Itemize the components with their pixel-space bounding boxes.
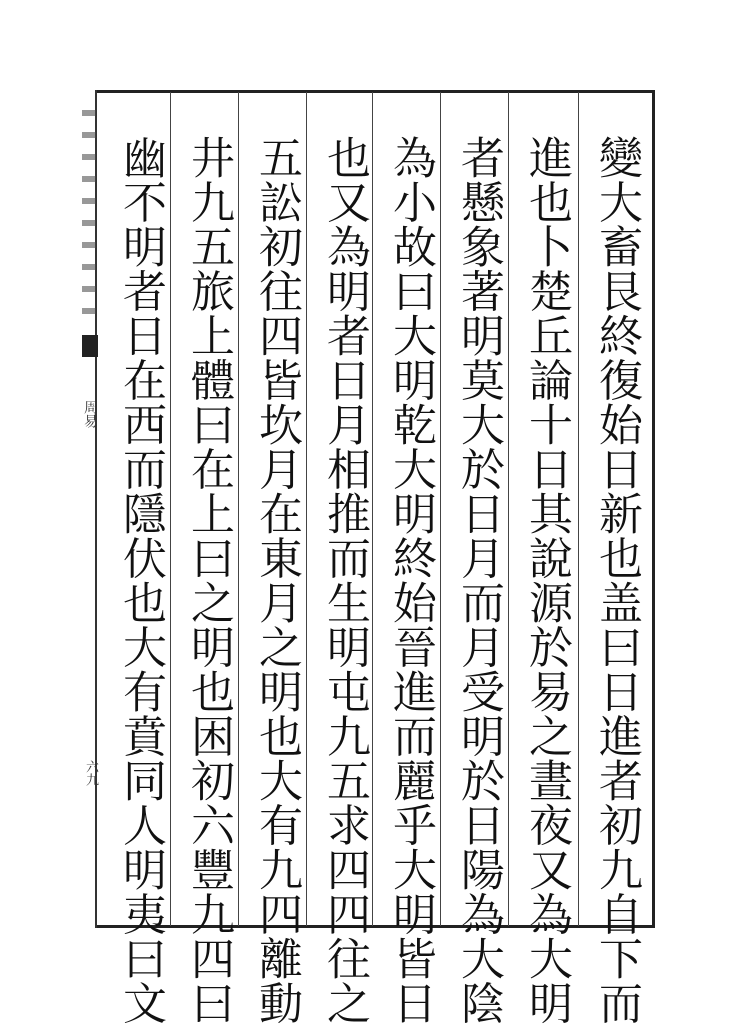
text-column-5: 也又為明者日月相推而生明屯九五求四四往之 <box>319 135 370 1025</box>
margin-fishtail-marks <box>82 110 96 330</box>
text-column-2: 進也卜楚丘論十日其說源於易之晝夜又為大明 <box>521 135 572 1025</box>
text-column-7: 井九五旅上體曰在上曰之明也困初六豐九四曰 <box>183 135 234 1025</box>
margin-fishtail-block <box>82 335 98 357</box>
column-rule <box>508 92 509 926</box>
column-rule <box>578 92 579 926</box>
text-column-3: 者懸象著明莫大於日月而月受明於日陽為大陰 <box>453 135 504 1025</box>
margin-heading: 周易 <box>82 400 98 428</box>
text-column-8: 幽不明者日在西而隱伏也大有賁同人明夷曰文 <box>115 135 166 1025</box>
frame-top-border <box>95 90 655 93</box>
text-column-4: 為小故曰大明乾大明終始晉進而麗乎大明皆日 <box>385 135 436 1025</box>
folio-number: 六九 <box>83 760 98 786</box>
column-rule <box>170 92 171 926</box>
text-column-1: 變大畜艮終復始日新也盖曰日進者初九自下而 <box>591 135 642 1025</box>
frame-right-border <box>652 90 655 928</box>
text-column-6: 五訟初往四皆坎月在東月之明也大有九四離動 <box>251 135 302 1025</box>
column-rule <box>306 92 307 926</box>
column-rule <box>372 92 373 926</box>
column-rule <box>238 92 239 926</box>
column-rule <box>440 92 441 926</box>
